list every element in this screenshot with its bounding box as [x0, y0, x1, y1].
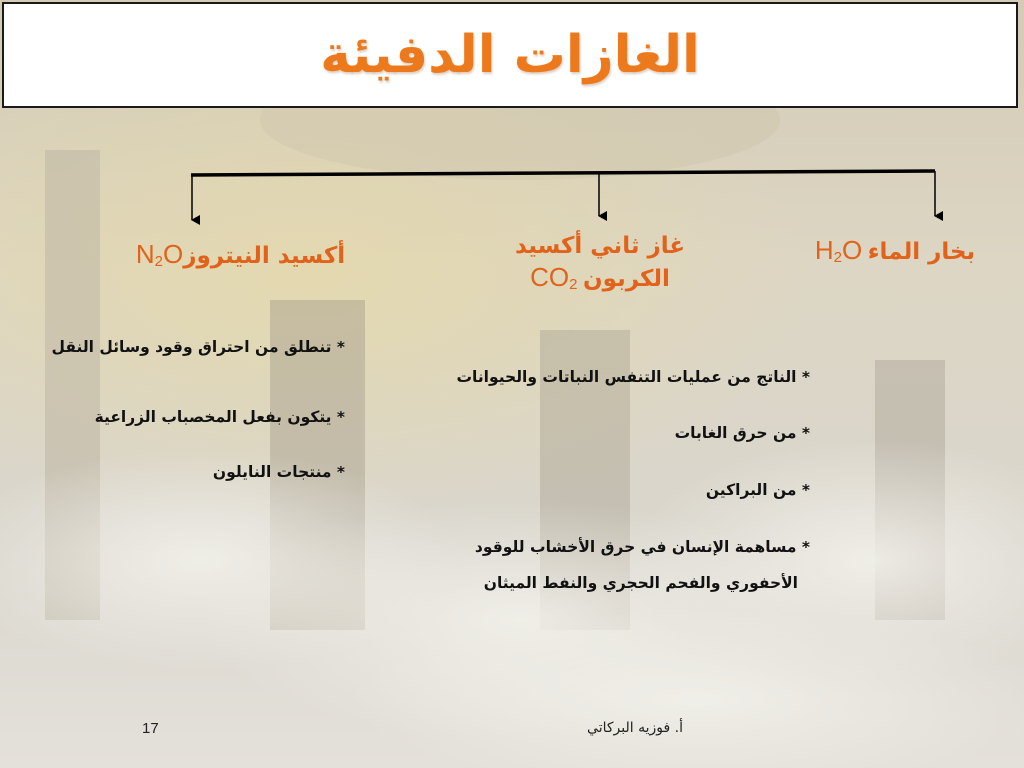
author-name: أ. فوزيه البركاتي: [587, 720, 683, 736]
formula-n2o: $N_2O$: [135, 239, 184, 270]
heading-n2o-name: أكسيد النيتروز: [183, 243, 346, 269]
list-item: * الناتج من عمليات التنفس النباتات والحيوانات: [456, 368, 810, 386]
list-item: * يتكون بفعل المخصباب الزراعية: [94, 408, 345, 426]
heading-co2-line1: غاز ثاني أكسيد: [514, 233, 686, 259]
page-number: 17: [142, 720, 159, 737]
formula-h2o: $H_2O$: [814, 235, 863, 266]
connector-horizontal: [191, 171, 935, 175]
heading-water-vapor-name: بخار الماء: [867, 239, 976, 265]
heading-water-vapor: [800, 234, 990, 268]
heading-nitrous-oxide: [118, 238, 363, 272]
slide-title: الغازات الدفيئة: [320, 25, 700, 85]
heading-co2-line2: الكربون: [583, 265, 670, 292]
list-item: * من البراكين: [705, 481, 810, 499]
formula-co2: $CO_2$: [530, 261, 578, 293]
list-item: الأحفوري والفحم الحجري والنفط الميثان: [483, 574, 798, 592]
list-item: * تنطلق من احتراق وقود وسائل النقل: [51, 338, 345, 356]
list-item: * مساهمة الإنسان في حرق الأخشاب للوقود: [474, 538, 810, 556]
list-item: * منتجات النايلون: [212, 463, 345, 481]
heading-carbon-dioxide: [505, 232, 695, 295]
list-item: * من حرق الغابات: [674, 424, 810, 442]
